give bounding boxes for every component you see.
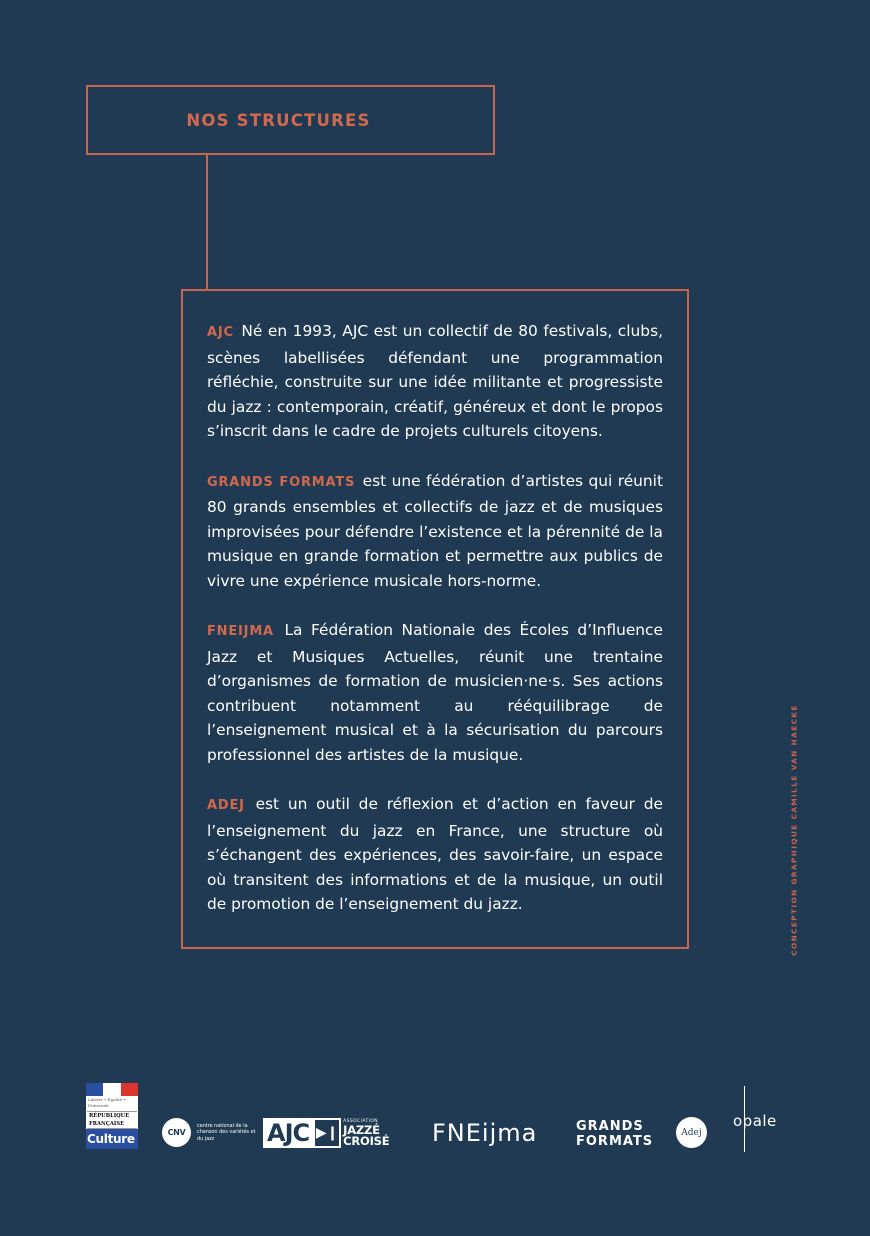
french-flag-icon [86,1083,138,1096]
rf-motto: Liberté • Égalité • Fraternité [88,1097,126,1108]
cnv-logo [162,1118,257,1147]
text-adej: est un outil de réflexion et d’action en faveur de l’enseignement du jazz en France, une structure où s’échangent des expériences, des savoir-faire, un espace où transitent des informations et de la musique, un outil de promotion de l’enseignement du jazz. [207,795,663,913]
keyword-adej: ADEJ [207,798,245,813]
ajc-side-text [343,1118,389,1148]
cnv-text: centre national de la chanson des variétés et du jazz [197,1123,256,1142]
keyword-ajc: AJC [207,325,234,340]
ajc-jazze: JAZZÉ [343,1123,380,1137]
ajc-croise: CROISÉ [343,1134,390,1148]
keyword-grands-formats: GRANDS FORMATS [207,474,356,490]
section-title-box [86,85,495,155]
structures-box [181,289,689,949]
rf-culture: Culture [86,1129,138,1149]
keyword-fneijma: FNEIJMA [207,624,274,639]
play-pause-icon: ▶❙ [313,1118,341,1148]
text-ajc: Né en 1993, AJC est un collectif de 80 festivals, clubs, scènes labellisées défendant une programmation réfléchie, construite sur une idée militante et progressiste du jazz : contemporain, créatif, généreux et dont le propos s’inscrit dans le cadre de projets culturels citoyens. [207,322,663,440]
ajc-logo [263,1118,389,1148]
ajc-mark: AJC [263,1118,313,1148]
cnv-mark: CNV [162,1118,191,1147]
grands-line1: GRANDS [576,1119,644,1134]
page-title: NOS STRUCTURES [186,110,371,130]
grands-line2: FORMATS [576,1134,654,1149]
opale-text: opale [733,1112,777,1130]
text-grands-formats: est une fédération d’artistes qui réunit 80 grands ensembles et collectifs de jazz et de musiques improvisées pour défendre l’existence et la pérennité de la musique en grande formation et permettre aux publics de vivre une expérience musicale hors-norme. [207,471,663,590]
adej-logo: Adej [676,1117,707,1148]
republique-francaise-logo [86,1083,138,1149]
section-adej [207,792,663,917]
ajc-association: ASSOCIATION [343,1119,379,1124]
text-fneijma: La Fédération Nationale des Écoles d’Influence Jazz et Musiques Actuelles, réunit une trentaine d’organismes de formation de musicien·ne·s. Ses actions contribuent notamment au rééquilibrage de l’enseignement musical et à la sécurisation du parcours professionnel des artistes de la musique. [207,621,663,764]
opale-logo [733,1086,789,1152]
section-ajc [207,319,663,444]
fneijma-logo: FNEijma [432,1119,538,1147]
rf-name: RÉPUBLIQUE FRANÇAISE [87,1111,137,1129]
connector-line [206,155,208,289]
grands-formats-logo [576,1119,653,1149]
section-fneijma [207,618,663,767]
design-credit: CONCEPTION GRAPHIQUE CAMILLE VAN HAECKE [789,704,799,956]
section-grands-formats [207,469,663,594]
